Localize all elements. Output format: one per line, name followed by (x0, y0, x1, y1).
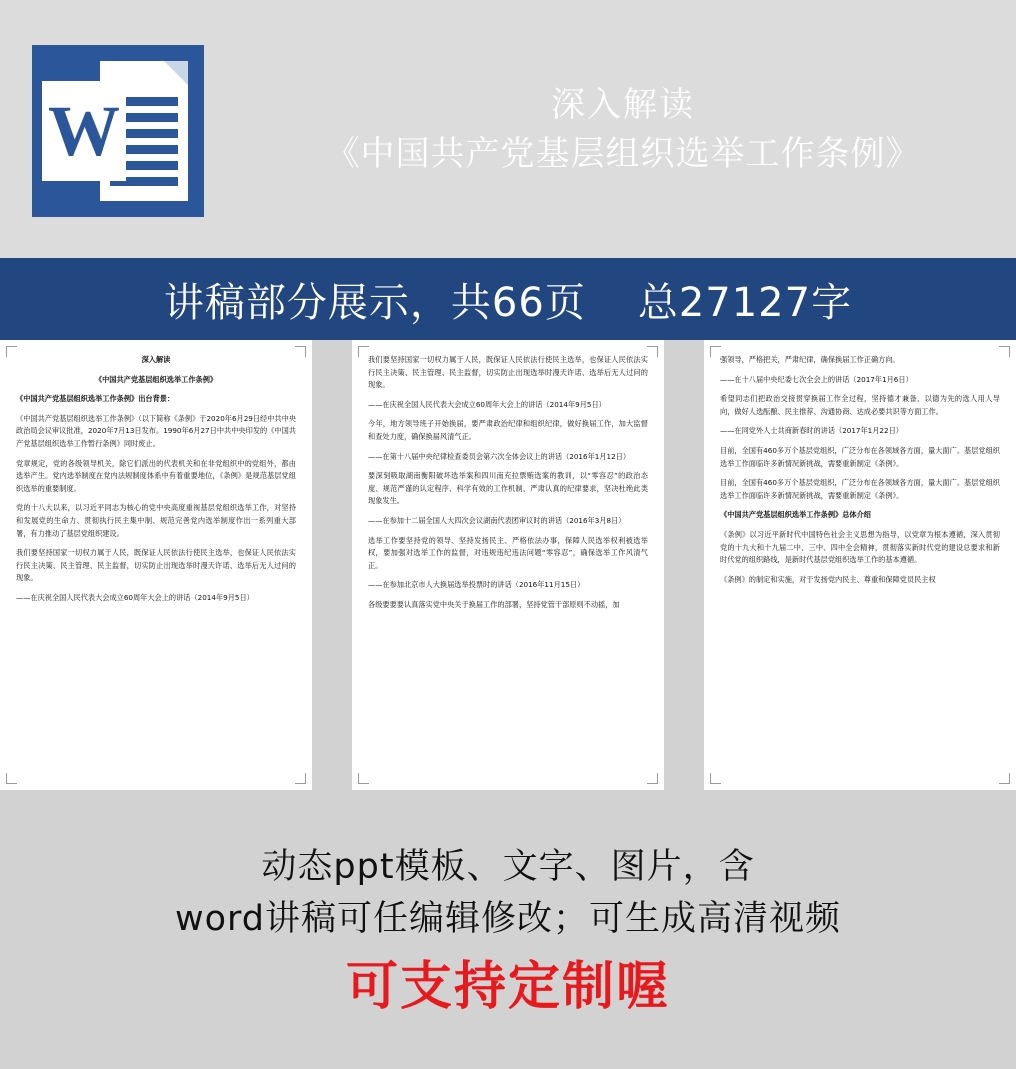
doc-paragraph: ——在十八届中央纪委七次全会上的讲话（2017年1月6日） (720, 374, 913, 384)
doc-paragraph: 《中国共产党基层组织选举工作条例》 (94, 374, 218, 384)
logo-page-fold (164, 61, 188, 85)
crop-mark-icon (710, 346, 721, 357)
doc-preview-3[interactable] (704, 340, 1016, 790)
doc-paragraph: ——在同党外人士共商新春时的讲话（2017年1月22日） (720, 426, 903, 436)
crop-mark-icon (710, 773, 721, 784)
doc-paragraph: ——在第十八届中央纪律检查委员会第六次全体会议上的讲话（2016年1月12日） (368, 451, 631, 461)
doc-paragraph: 《条例》以习近平新时代中国特色社会主义思想为指导，以党章为根本遵循，深入贯彻党的十九大和十九届二中、三中、四中全会精神，贯彻落实新时代党的建设总要求和新时代党的组织路线，是新时代基层党组织选举工作的基本遵循。 (720, 529, 1000, 565)
doc-preview-1[interactable] (0, 340, 312, 790)
doc-paragraph: 党章规定，党的各级领导机关，除它们派出的代表机关和在非党组织中的党组外，都由选举产生。党内选举制度在党内法规制度体系中有着重要地位，《条例》是规范基层党组织选举的重要制度。 (16, 458, 296, 493)
word-logo-icon (32, 45, 204, 217)
footer-text-line-2: word讲稿可任编辑修改；可生成高清视频 (174, 898, 842, 939)
doc-paragraph: 《条例》的制定和实施，对于发扬党内民主、尊重和保障党员民主权 (720, 574, 936, 584)
doc-paragraph: 《中国共产党基层组织选举工作条例》（以下简称《条例》于2020年6月29日经中共中央政治局会议审议批准，2020年7月13日发布。1990年6月27日中共中央印发的《中国共产党基层组织选举工作暂行条例》同时废止。 (16, 413, 296, 448)
doc-paragraph: ——在参加北京市人大换届选举投票时的讲话（2016年11月15日） (368, 580, 585, 590)
crop-mark-icon (6, 773, 17, 784)
crop-mark-icon (647, 773, 658, 784)
header-title-primary: 深入解读 (551, 85, 695, 125)
logo-letter-w: W (42, 81, 126, 181)
document-previews (0, 340, 1016, 790)
doc-paragraph: 目前，全国有460多万个基层党组织，广泛分布在各领域各方面，量大面广。基层党组织选举工作面临许多新情况新挑战，需要重新制定《条例》。 (720, 445, 1000, 468)
banner-words-text: 总27127字 (637, 279, 853, 326)
crop-mark-icon (358, 346, 369, 357)
doc-paragraph: 《中国共产党基层组织选举工作条例》总体介绍 (720, 510, 871, 520)
doc-paragraph: 目前，全国有460多万个基层党组织，广泛分布在各领域各方面，量大面广。基层党组织选举工作面临许多新情况新挑战，需要重新制定《条例》。 (720, 478, 1000, 500)
doc-paragraph: 我们要坚持国家一切权力属于人民，既保证人民依法行使民主选举，也保证人民依法实行民主决策、民主管理、民主监督，切实防止出现选举时漫天许诺、选举后无人过问的现象。 (368, 355, 648, 390)
header-title-block (230, 82, 1016, 180)
header-section (0, 0, 1016, 258)
doc-paragraph: 党的十八大以来，以习近平同志为核心的党中央高度重视基层党组织选举工作，对坚持和发展党的生命力、贯彻执行民主集中制、规范完善党内选举制度作出一系列重大部署，有力推动了基层党组织建设。 (16, 503, 296, 538)
doc-body-2 (368, 354, 648, 612)
crop-mark-icon (6, 346, 17, 357)
doc-paragraph: 选举工作要坚持党的领导、坚持发扬民主、严格依法办事，保障人民选举权利被选举权，要加强对选举工作的监督，对违规违纪违法问题“零容忍”，确保选举工作风清气正。 (368, 535, 648, 570)
doc-paragraph: 要深刻吸取湖南衡阳破坏选举案和四川南充拉票贿选案的教训，以“零容忍”的政治态度、规范严谨的认定程序、科学有效的工作机制、严肃认真的纪律要求，坚决杜绝此类现象发生。 (368, 471, 648, 506)
crop-mark-icon (358, 773, 369, 784)
doc-paragraph: ——在庆祝全国人民代表大会成立60周年大会上的讲话（2014年9月5日） (16, 592, 254, 602)
doc-paragraph: ——在参加十二届全国人大四次会议湖南代表团审议时的讲话（2016年3月8日） (368, 515, 626, 525)
doc-paragraph: 希望同志们把政治交接贯穿换届工作全过程，坚持德才兼备、以德为先的选人用人导向，做好人选酝酿、民主推荐、沟通协商、达成必要共识等方面工作。 (720, 394, 1000, 416)
doc-preview-2[interactable] (352, 340, 664, 790)
doc-paragraph: 强领导，严格把关，严肃纪律，确保换届工作正确方向。 (720, 355, 900, 364)
header-title-secondary: 《中国共产党基层组织选举工作条例》 (325, 134, 921, 174)
crop-mark-icon (999, 346, 1010, 357)
doc-paragraph: 各级要要要认真落实党中央关于换届工作的部署，坚持党管干部原则不动摇，加 (368, 599, 620, 609)
doc-body-3 (720, 354, 1000, 586)
footer-text-line-1: 动态ppt模板、文字、图片，含 (261, 846, 755, 887)
doc-body-1 (16, 354, 296, 605)
doc-paragraph: 《中国共产党基层组织选举工作条例》出台背景： (16, 394, 175, 404)
crop-mark-icon (295, 773, 306, 784)
footer-highlight-text: 可支持定制喔 (345, 956, 670, 1017)
crop-mark-icon (999, 773, 1010, 784)
banner-pages-text: 讲稿部分展示，共66页 (163, 279, 586, 326)
doc-paragraph: 我们要坚持国家一切权力属于人民，既保证人民依法行使民主选举，也保证人民依法实行民主决策、民主管理、民主监督，切实防止出现选举时漫天许诺、选举后无人过问的现象。 (16, 548, 296, 583)
doc-paragraph: 深入解读 (141, 355, 171, 364)
banner-section (0, 258, 1016, 340)
crop-mark-icon (295, 346, 306, 357)
doc-paragraph: 今年，地方领导班子开始换届，要严肃政治纪律和组织纪律，做好换届工作，加大监督和查处力度，确保换届风清气正。 (368, 419, 648, 441)
footer-section (0, 790, 1016, 1069)
crop-mark-icon (647, 346, 658, 357)
doc-paragraph: ——在庆祝全国人民代表大会成立60周年大会上的讲话（2014年9月5日） (368, 399, 606, 409)
